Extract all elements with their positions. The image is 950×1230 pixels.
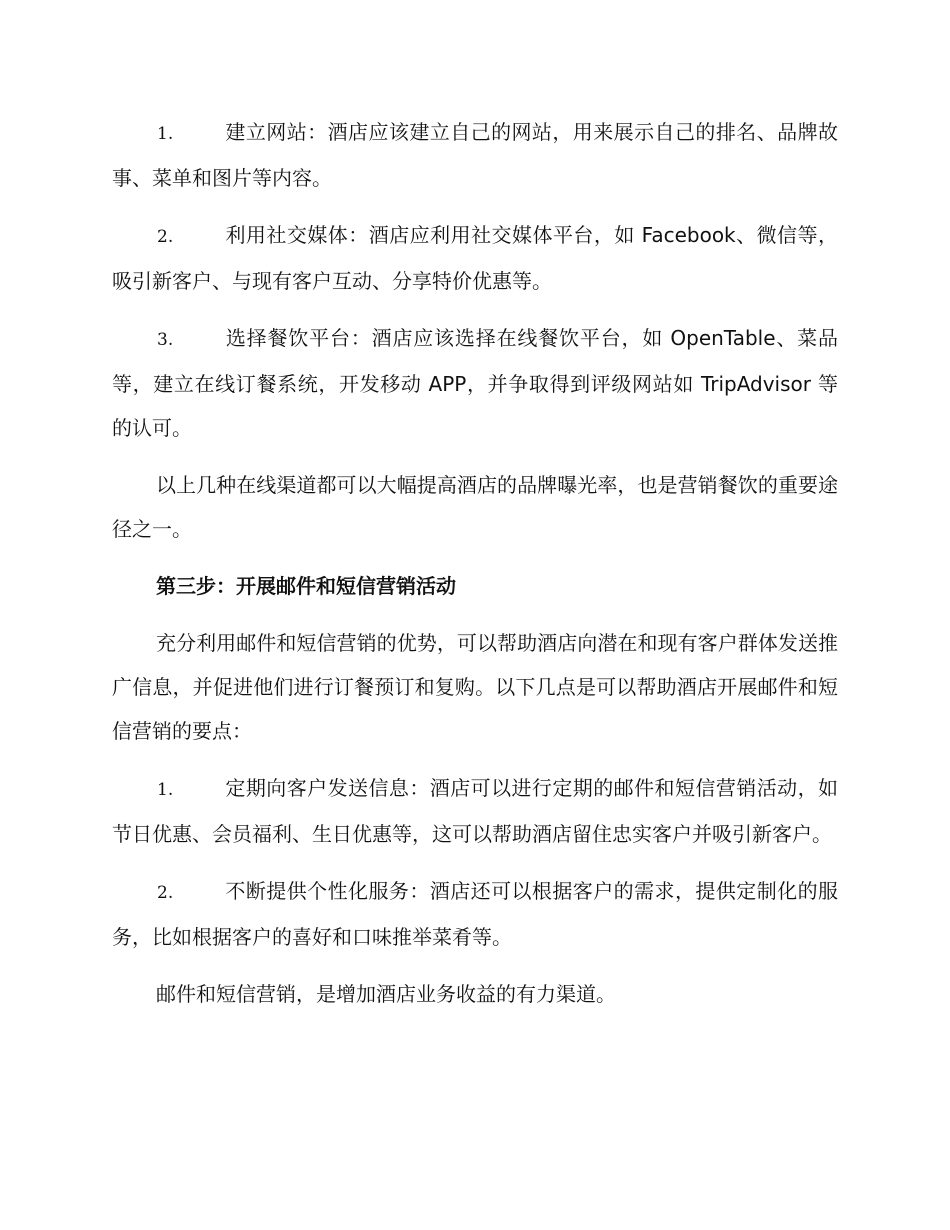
list-number: 2.: [157, 883, 174, 903]
list-number: 3.: [157, 330, 174, 350]
list-number: 1.: [157, 124, 174, 144]
conclusion-paragraph: 邮件和短信营销，是增加酒店业务收益的有力渠道。: [156, 982, 616, 1006]
list-number: 2.: [157, 227, 174, 247]
list-item: [112, 766, 838, 856]
intro-paragraph: 充分利用邮件和短信营销的优势，可以帮助酒店向潜在和现有客户群体发送推广信息，并促进他们进行订餐预订和复购。以下几点是可以帮助酒店开展邮件和短信营销的要点：: [112, 631, 838, 743]
list-text: 建立网站：酒店应该建立自己的网站，用来展示自己的排名、品牌故事、菜单和图片等内容。: [112, 120, 838, 190]
list-text: 选择餐饮平台：酒店应该选择在线餐饮平台，如 OpenTable、菜品等，建立在线订餐系统，开发移动 APP，并争取得到评级网站如 TripAdvisor 等的认可。: [112, 326, 838, 440]
list-item: [112, 869, 838, 959]
list-text: 不断提供个性化服务：酒店还可以根据客户的需求，提供定制化的服务，比如根据客户的喜好和口味推举菜肴等。: [112, 879, 838, 949]
document-body: [112, 110, 838, 1029]
summary-paragraph: 以上几种在线渠道都可以大幅提高酒店的品牌曝光率，也是营销餐饮的重要途径之一。: [112, 473, 838, 541]
list-text: 定期向客户发送信息：酒店可以进行定期的邮件和短信营销活动，如节日优惠、会员福利、生日优惠等，这可以帮助酒店留住忠实客户并吸引新客户。: [112, 776, 838, 846]
list-number: 1.: [157, 780, 174, 800]
list-item: [112, 316, 838, 450]
list-text: 利用社交媒体：酒店应利用社交媒体平台，如 Facebook、微信等，吸引新客户、与现有客户互动、分享特价优惠等。: [112, 223, 838, 293]
list-item: [112, 213, 838, 303]
list-item: [112, 110, 838, 200]
section-heading: 第三步：开展邮件和短信营销活动: [156, 574, 456, 598]
